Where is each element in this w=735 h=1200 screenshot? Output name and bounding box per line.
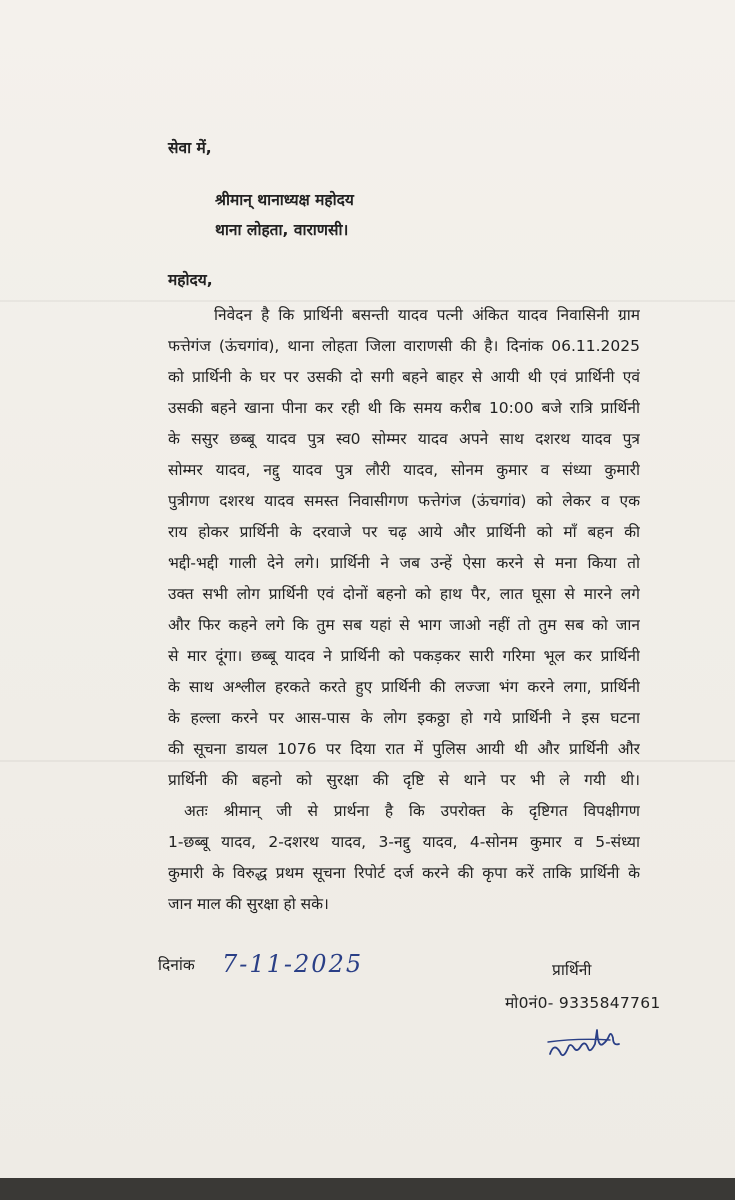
- addressee-station: थाना लोहता, वाराणसी।: [215, 221, 349, 239]
- signature: [542, 1028, 642, 1070]
- text-line: भद्दी-भद्दी गाली देने लगे। प्रार्थिनी ने जब उन्हें ऐसा करने से मना किया तो: [168, 554, 640, 572]
- text-line: निवेदन है कि प्रार्थिनी बसन्ती यादव पत्नी अंकित यादव निवासिनी ग्राम: [214, 306, 640, 324]
- text-line: प्रार्थिनी की बहनो को सुरक्षा की दृष्टि से थाने पर भी ले गयी थी।: [168, 771, 640, 789]
- text-line: और फिर कहने लगे कि तुम सब यहां से भाग जाओ नहीं तो तुम सब को जान: [168, 616, 640, 634]
- text-line: पुत्रीगण दशरथ यादव समस्त निवासीगण फत्तेगंज (ऊंचगांव) को लेकर व एक: [168, 492, 640, 510]
- text-line: फत्तेगंज (ऊंचगांव), थाना लोहता जिला वाराणसी की है। दिनांक 06.11.2025: [168, 337, 640, 355]
- background-edge: [0, 1178, 735, 1200]
- text-line: 1-छब्बू यादव, 2-दशरथ यादव, 3-नद्दु यादव, 4-सोनम कुमार व 5-संध्या: [168, 833, 640, 851]
- greeting: महोदय,: [168, 271, 213, 289]
- body-paragraph-2: [168, 796, 640, 920]
- text-line: जान माल की सुरक्षा हो सके।: [168, 895, 329, 913]
- date-label: दिनांक: [158, 956, 195, 974]
- salutation-to: सेवा में,: [168, 139, 212, 157]
- text-line: के हल्ला करने पर आस-पास के लोग इकठ्ठा हो गये प्रार्थिनी ने इस घटना: [168, 709, 640, 727]
- text-line: की सूचना डायल 1076 पर दिया रात में पुलिस आयी थी और प्रार्थिनी और: [168, 740, 640, 758]
- text-line: सोम्मर यादव, नद्दु यादव पुत्र लौरी यादव, सोनम कुमार व संध्या कुमारी: [168, 461, 640, 479]
- text-line: उक्त सभी लोग प्रार्थिनी एवं दोनों बहनो को हाथ पैर, लात घूसा से मारने लगे: [168, 585, 640, 603]
- text-line: राय होकर प्रार्थिनी के दरवाजे पर चढ़ आये और प्रार्थिनी को माँ बहन की: [168, 523, 640, 541]
- text-line: कुमारी के विरुद्ध प्रथम सूचना रिपोर्ट दर्ज करने की कृपा करें ताकि प्रार्थिनी के: [168, 864, 640, 882]
- text-line: के ससुर छब्बू यादव पुत्र स्व0 सोम्मर यादव अपने साथ दशरथ यादव पुत्र: [168, 430, 640, 448]
- addressee-title: श्रीमान् थानाध्यक्ष महोदय: [215, 191, 354, 209]
- text-line: के साथ अश्लील हरकते करते हुए प्रार्थिनी की लज्जा भंग करने लगा, प्रार्थिनी: [168, 678, 640, 696]
- mobile-number: मो0नं0- 9335847761: [505, 994, 661, 1012]
- text-line: अतः श्रीमान् जी से प्रार्थना है कि उपरोक्त के दृष्टिगत विपक्षीगण: [184, 802, 640, 820]
- text-line: को प्रार्थिनी के घर पर उसकी दो सगी बहने बाहर से आयी थी एवं प्रार्थिनी एवं: [168, 368, 640, 386]
- body-paragraph-1: [168, 300, 640, 827]
- text-line: उसकी बहने खाना पीना कर रही थी कि समय करीब 10:00 बजे रात्रि प्रार्थिनी: [168, 399, 640, 417]
- handwritten-date: 7-11-2025: [222, 950, 364, 978]
- text-line: से मार दूंगा। छब्बू यादव ने प्रार्थिनी को पकड़कर सारी गरिमा भूल कर प्रार्थिनी: [168, 647, 640, 665]
- applicant-label: प्रार्थिनी: [552, 961, 592, 979]
